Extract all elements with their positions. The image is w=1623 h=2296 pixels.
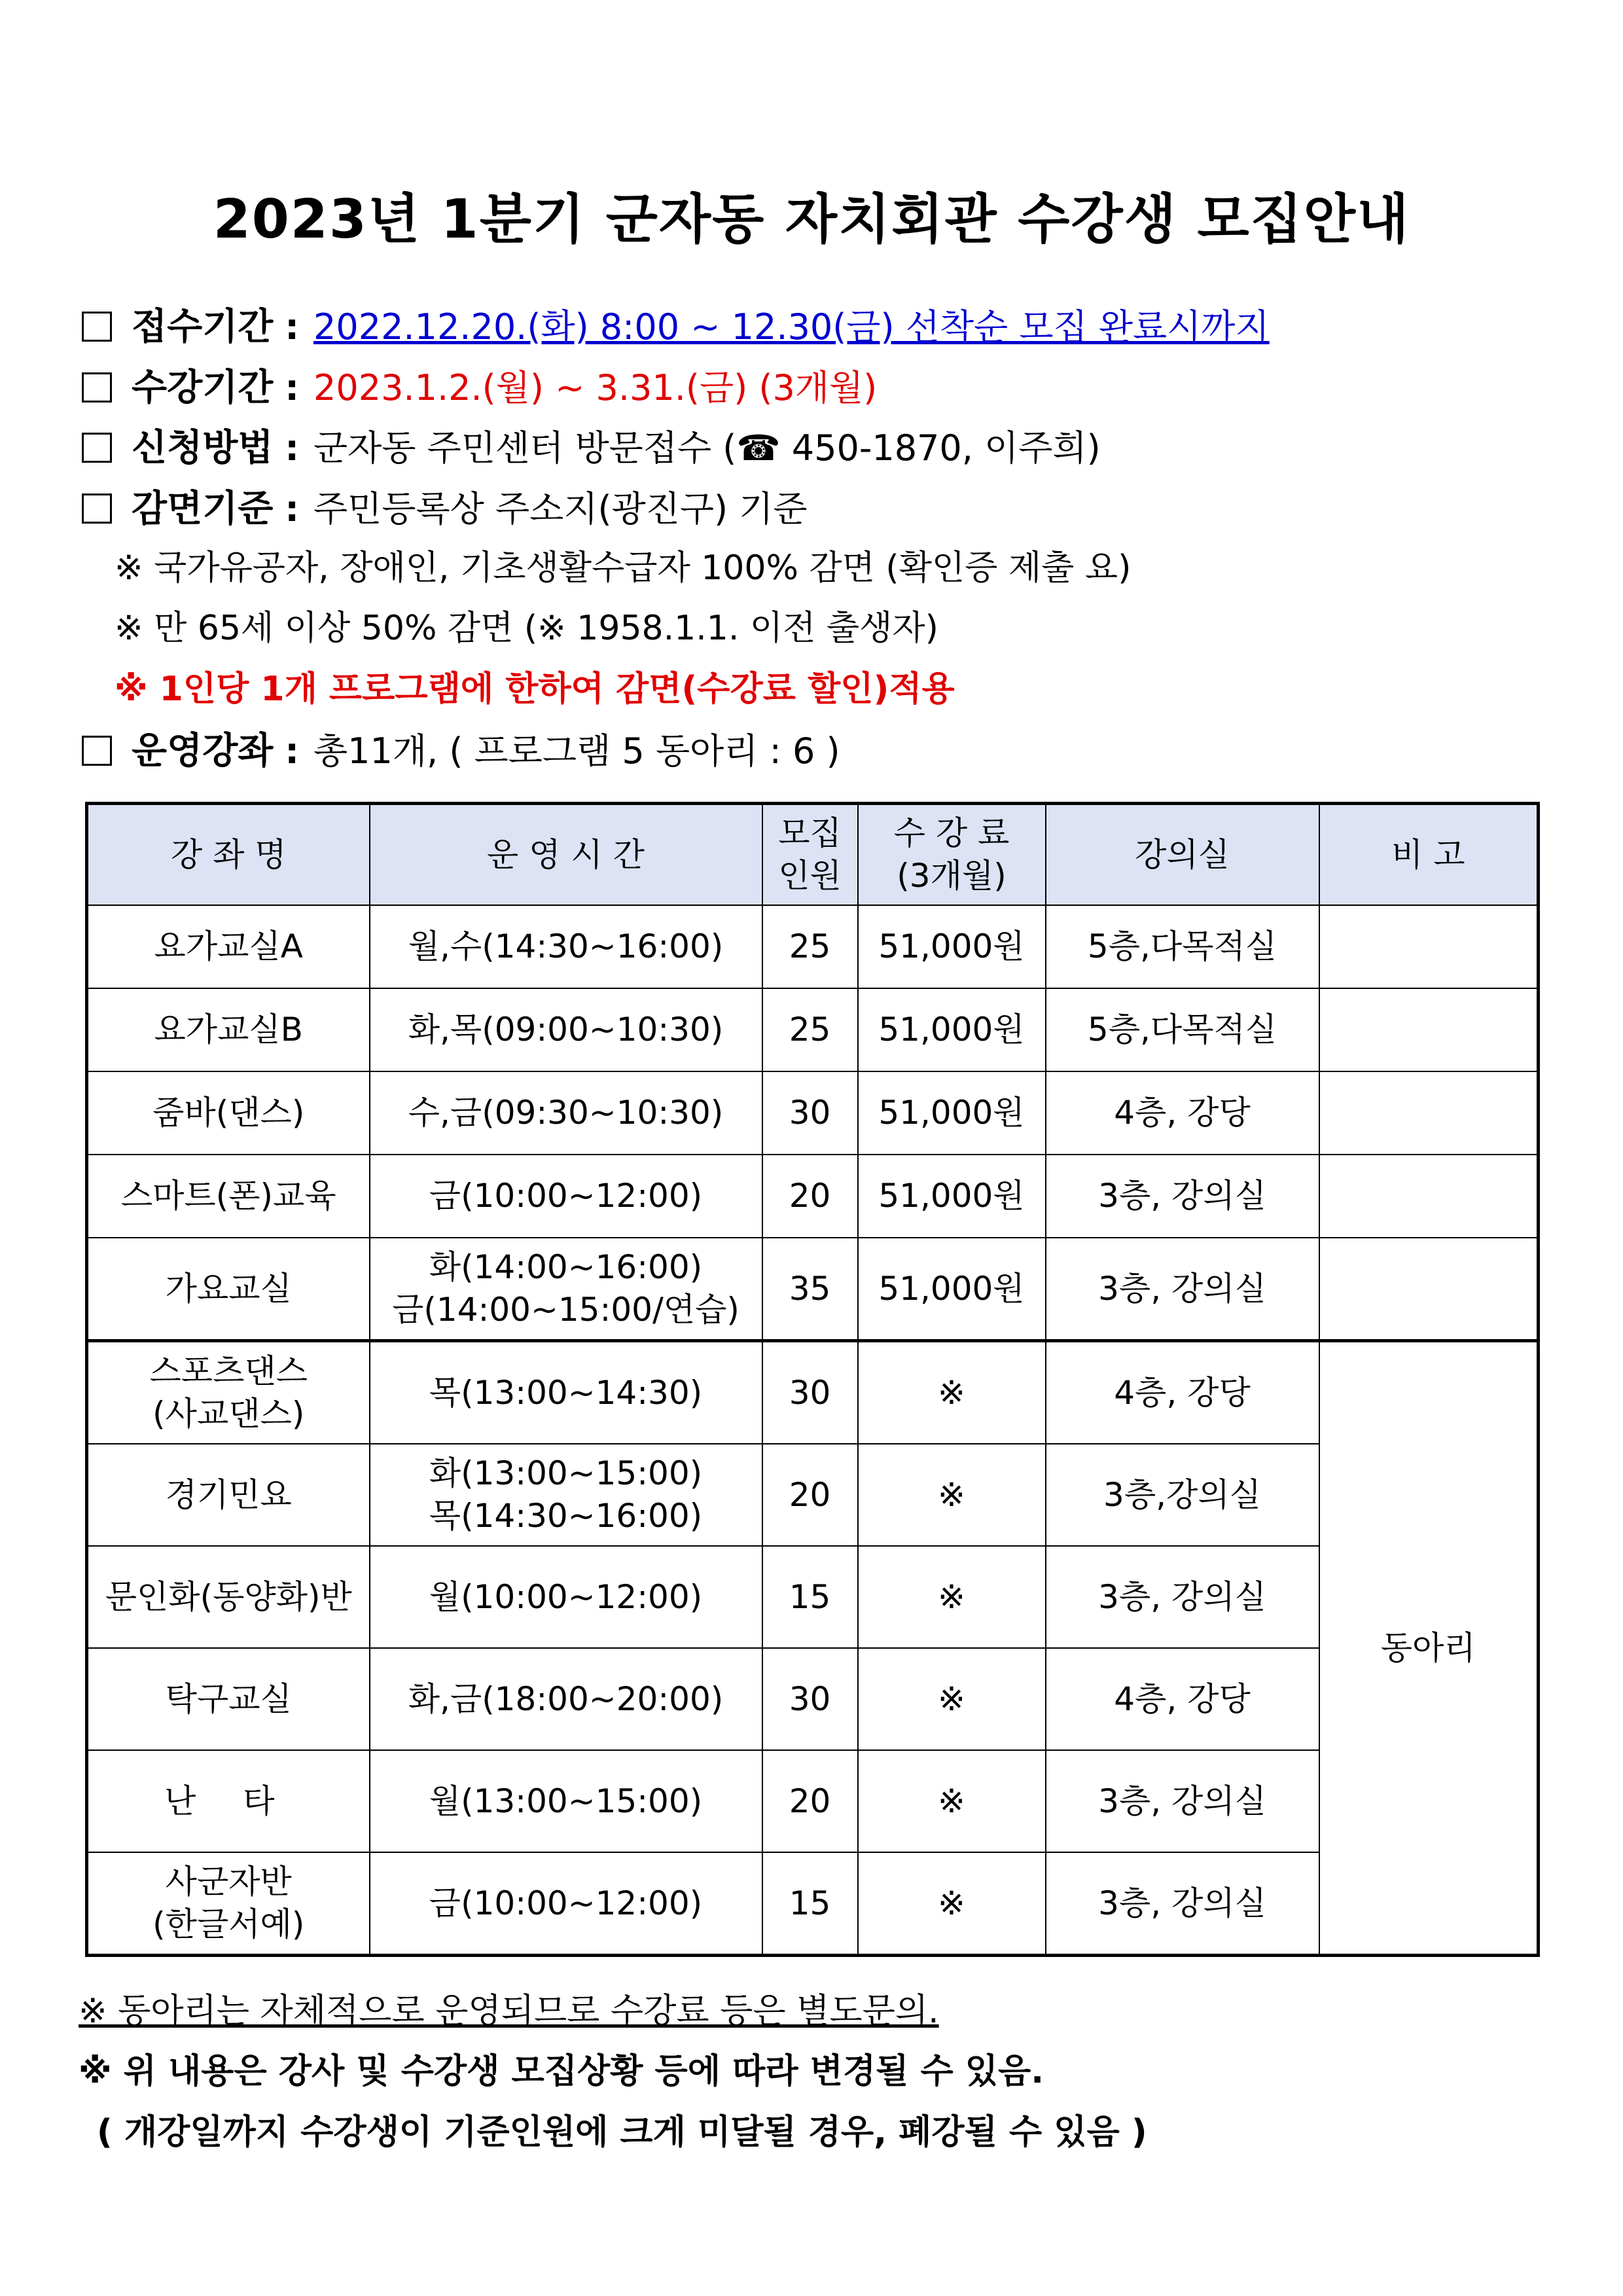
- cell-capacity: 30: [762, 1071, 858, 1155]
- cell-capacity: 20: [762, 1750, 858, 1852]
- footer-note: ( 개강일까지 수강생이 기준인원에 크게 미달될 경우, 폐강될 수 있음 ): [97, 2113, 1147, 2152]
- cell-fee: ※: [858, 1852, 1046, 1956]
- cell-note: [1319, 988, 1539, 1071]
- note-line: ※ 만 65세 이상 50% 감면 (※ 1958.1.1. 이전 출생자): [115, 609, 938, 648]
- info-label: 접수기간: [132, 306, 274, 348]
- checkbox-square-icon: [82, 736, 112, 766]
- cell-fee: 51,000원: [858, 1155, 1046, 1238]
- cell-capacity: 25: [762, 988, 858, 1071]
- cell-capacity: 20: [762, 1444, 858, 1546]
- header-fee: 수 강 료 (3개월): [858, 804, 1046, 906]
- cell-time: 금(10:00~12:00): [370, 1155, 762, 1238]
- cell-capacity: 20: [762, 1155, 858, 1238]
- cell-room: 3층, 강의실: [1046, 1546, 1319, 1648]
- cell-time: 월(10:00~12:00): [370, 1546, 762, 1648]
- table-header-row: [87, 804, 1539, 906]
- info-application: 신청방법 : 군자동 주민센터 방문접수 (☎ 450-1870, 이주희): [82, 419, 1554, 471]
- cell-name: 요가교실B: [87, 988, 370, 1071]
- cell-time: 금(10:00~12:00): [370, 1852, 762, 1956]
- cell-room: 4층, 강당: [1046, 1071, 1319, 1155]
- cell-name: 스포츠댄스 (사교댄스): [87, 1341, 370, 1444]
- footer-note: ※ 위 내용은 강사 및 수강생 모집상황 등에 따라 변경될 수 있음.: [79, 2052, 1044, 2091]
- cell-fee: ※: [858, 1341, 1046, 1444]
- info-label: 운영강좌: [132, 730, 274, 772]
- cell-name: 요가교실A: [87, 905, 370, 988]
- cell-name: 스마트(폰)교육: [87, 1155, 370, 1238]
- cell-capacity: 30: [762, 1648, 858, 1750]
- cell-capacity: 15: [762, 1852, 858, 1956]
- cell-club-note: 동아리: [1319, 1341, 1539, 1956]
- info-value: 2023.1.2.(월) ~ 3.31.(금) (3개월): [313, 367, 878, 408]
- checkbox-square-icon: [82, 372, 112, 403]
- table-row: [87, 1341, 1539, 1444]
- cell-fee: ※: [858, 1546, 1046, 1648]
- cell-note: [1319, 1071, 1539, 1155]
- cell-room: 3층, 강의실: [1046, 1155, 1319, 1238]
- cell-fee: ※: [858, 1750, 1046, 1852]
- info-label: 신청방법: [132, 427, 274, 469]
- note-line-highlight: ※ 1인당 1개 프로그램에 한하여 감면(수강료 할인)적용: [115, 670, 955, 709]
- cell-capacity: 15: [762, 1546, 858, 1648]
- note-line: ※ 국가유공자, 장애인, 기초생활수급자 100% 감면 (확인증 제출 요): [115, 548, 1132, 588]
- header-capacity: 모집 인원: [762, 804, 858, 906]
- cell-time: 화(14:00~16:00) 금(14:00~15:00/연습): [370, 1238, 762, 1341]
- cell-name: 가요교실: [87, 1238, 370, 1341]
- cell-name: 문인화(동양화)반: [87, 1546, 370, 1648]
- cell-capacity: 35: [762, 1238, 858, 1341]
- cell-capacity: 30: [762, 1341, 858, 1444]
- cell-time: 화,목(09:00~10:30): [370, 988, 762, 1071]
- cell-time: 화(13:00~15:00) 목(14:30~16:00): [370, 1444, 762, 1546]
- info-label: 감면기준: [132, 488, 274, 530]
- header-time: 운 영 시 간: [370, 804, 762, 906]
- info-courses: 운영강좌 : 총11개, ( 프로그램 5 동아리 : 6 ): [82, 722, 1554, 774]
- cell-fee: 51,000원: [858, 988, 1046, 1071]
- header-note: 비 고: [1319, 804, 1539, 906]
- cell-room: 5층,다목적실: [1046, 988, 1319, 1071]
- table-row: [87, 988, 1539, 1071]
- cell-fee: 51,000원: [858, 905, 1046, 988]
- cell-name: 경기민요: [87, 1444, 370, 1546]
- info-label: 수강기간: [132, 367, 274, 409]
- checkbox-square-icon: [82, 433, 112, 463]
- info-reception: 접수기간 : 2022.12.20.(화) 8:00 ~ 12.30(금) 선착순 모집 완료시까지: [82, 298, 1554, 350]
- cell-note: [1319, 1155, 1539, 1238]
- cell-fee: 51,000원: [858, 1071, 1046, 1155]
- cell-note: [1319, 1238, 1539, 1341]
- table-row: [87, 1238, 1539, 1341]
- cell-room: 4층, 강당: [1046, 1341, 1319, 1444]
- header-room: 강의실: [1046, 804, 1319, 906]
- cell-room: 3층,강의실: [1046, 1444, 1319, 1546]
- cell-capacity: 25: [762, 905, 858, 988]
- cell-time: 수,금(09:30~10:30): [370, 1071, 762, 1155]
- cell-time: 월(13:00~15:00): [370, 1750, 762, 1852]
- cell-room: 3층, 강의실: [1046, 1852, 1319, 1956]
- table-row: [87, 905, 1539, 988]
- table-row: [87, 1071, 1539, 1155]
- footer-note: ※ 동아리는 자체적으로 운영되므로 수강료 등은 별도문의.: [79, 1992, 939, 2031]
- cell-time: 월,수(14:30~16:00): [370, 905, 762, 988]
- info-value: 2022.12.20.(화) 8:00 ~ 12.30(금) 선착순 모집 완료시까지: [313, 306, 1270, 348]
- checkbox-square-icon: [82, 493, 112, 524]
- table-row: [87, 1155, 1539, 1238]
- cell-name: 사군자반 (한글서예): [87, 1852, 370, 1956]
- cell-time: 화,금(18:00~20:00): [370, 1648, 762, 1750]
- cell-fee: ※: [858, 1444, 1046, 1546]
- cell-fee: ※: [858, 1648, 1046, 1750]
- info-course-period: 수강기간 : 2023.1.2.(월) ~ 3.31.(금) (3개월): [82, 359, 1554, 411]
- header-name: 강 좌 명: [87, 804, 370, 906]
- cell-name: 줌바(댄스): [87, 1071, 370, 1155]
- info-value: 총11개, ( 프로그램 5 동아리 : 6 ): [313, 730, 840, 772]
- checkbox-square-icon: [82, 312, 112, 342]
- program-table: [85, 802, 1540, 1957]
- cell-room: 4층, 강당: [1046, 1648, 1319, 1750]
- cell-note: [1319, 905, 1539, 988]
- cell-room: 3층, 강의실: [1046, 1750, 1319, 1852]
- info-value: 군자동 주민센터 방문접수 (☎ 450-1870, 이주희): [313, 427, 1101, 469]
- cell-name: 난 타: [87, 1750, 370, 1852]
- info-value: 주민등록상 주소지(광진구) 기준: [313, 488, 808, 529]
- cell-time: 목(13:00~14:30): [370, 1341, 762, 1444]
- cell-name: 탁구교실: [87, 1648, 370, 1750]
- info-reduction: 감면기준 : 주민등록상 주소지(광진구) 기준: [82, 480, 1554, 532]
- cell-room: 3층, 강의실: [1046, 1238, 1319, 1341]
- cell-fee: 51,000원: [858, 1238, 1046, 1341]
- cell-room: 5층,다목적실: [1046, 905, 1319, 988]
- page-title: 2023년 1분기 군자동 자치회관 수강생 모집안내: [213, 188, 1410, 251]
